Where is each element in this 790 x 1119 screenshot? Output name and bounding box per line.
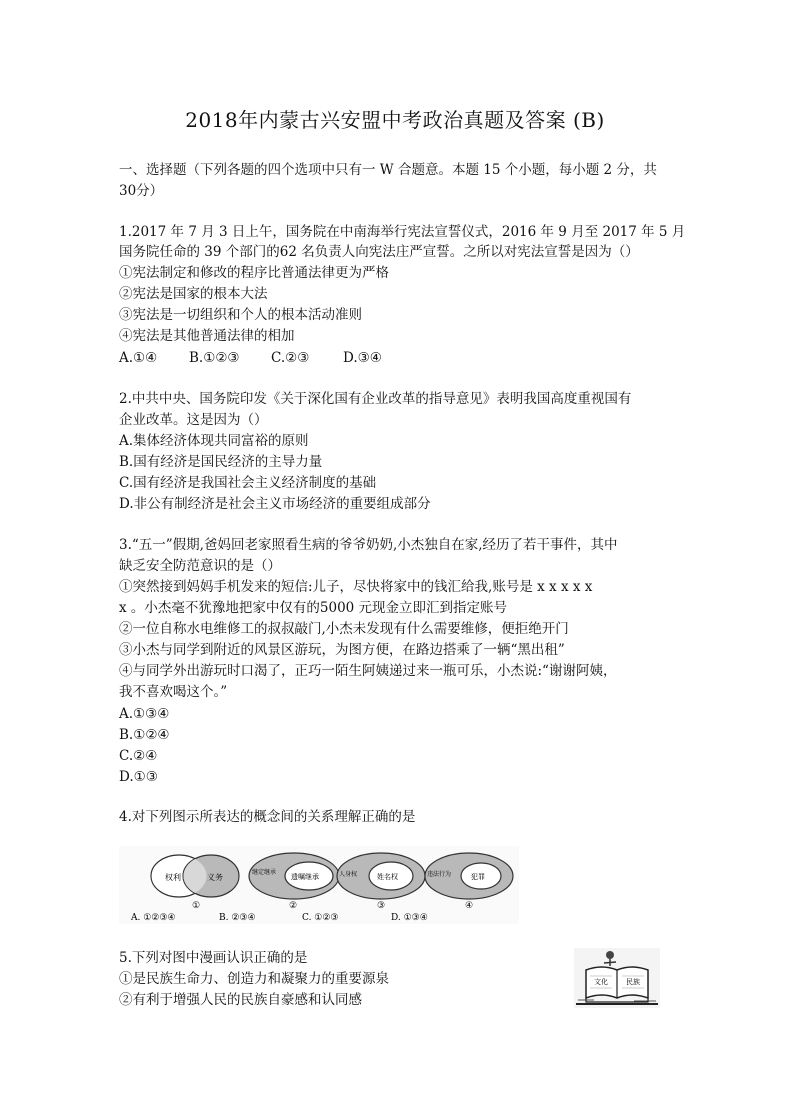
section-instructions-line2: 30分） (119, 183, 164, 199)
culture-book-cartoon (574, 948, 660, 1008)
q1-option-a: A.①④ (119, 350, 158, 366)
q5-stem: 5.下列对图中漫画认识正确的是 (119, 950, 308, 966)
q3-item: 我不喜欢喝这个。” (119, 684, 228, 700)
q3-stem-line1: 3.“五一”假期,爸妈回老家照看生病的爷爷奶奶,小杰独自在家,经历了若干事件，其中 (119, 537, 618, 553)
q3-item: ①突然接到妈妈手机发来的短信:儿子，尽快将家中的钱汇给我,账号是 x x x x x (119, 579, 593, 595)
q4-option-a: A. ①②③④ (131, 913, 176, 923)
figure-2-inner-label: 遗嘱继承 (291, 873, 319, 881)
q2-option: C.国有经济是我国社会主义经济制度的基础 (119, 475, 377, 491)
q1-options (119, 348, 382, 368)
q3-item: ④与同学外出游玩时口渴了，正巧一陌生阿姨递过来一瓶可乐，小杰说:“谢谢阿姨， (119, 663, 617, 679)
q1-item: ③宪法是一切组织和个人的根本活动准则 (119, 307, 362, 323)
q4-option-d: D. ①③④ (391, 913, 428, 923)
q3-option: A.①③④ (119, 706, 170, 722)
figure-4-inner-label: 犯罪 (471, 873, 485, 881)
q3-item: ③小杰与同学到附近的风景区游玩，为图方便，在路边搭乘了一辆“黑出租” (119, 642, 565, 658)
figure-1-left-label: 权利 (165, 873, 181, 882)
q5-item: ②有利于增强人民的民族自豪感和认同感 (119, 992, 362, 1008)
q1-stem-line1: 1.2017 年 7 月 3 日上午，国务院在中南海举行宪法宣誓仪式，2016 年 9 月至 2017 年 5 月 (119, 224, 686, 240)
q1-item: ①宪法制定和修改的程序比普通法律更为严格 (119, 265, 389, 281)
figure-4-outer-label: 违法行为 (427, 871, 452, 878)
section-instructions-line1: 一、选择题（下列各题的四个选项中只有一 W 合题意。本题 15 个小题，每小题 2 分，共 (119, 162, 657, 178)
figure-2-outer-label: 继定继承 (252, 869, 277, 876)
q2-option: B.国有经济是国民经济的主导力量 (119, 454, 323, 470)
cartoon-right-label: 民族 (626, 978, 640, 986)
q3-option: D.①③ (119, 769, 158, 785)
q1-option-b: B.①②③ (189, 350, 240, 366)
q3-item: ②一位自称水电维修工的叔叔敲门,小杰未发现有什么需要维修，便拒绝开门 (119, 621, 569, 637)
cartoon-left-label: 文化 (594, 978, 608, 986)
q3-option: C.②④ (119, 748, 158, 764)
figure-1-number: ① (192, 901, 201, 911)
q2-stem-line1: 2.中共中央、国务院印发《关于深化国有企业改革的指导意见》表明我国高度重视国有 (119, 391, 632, 407)
q5-item: ①是民族生命力、创造力和凝聚力的重要源泉 (119, 971, 389, 987)
figure-1-right-label: 义务 (207, 873, 223, 882)
q1-stem-line2: 国务院任命的 39 个部门的62 名负责人向宪法庄严宣誓。之所以对宪法宣誓是因为（） (119, 244, 639, 260)
q4-option-b: B. ②③④ (219, 913, 256, 923)
q4-stem: 4.对下列图示所表达的概念间的关系理解正确的是 (119, 809, 416, 825)
document-title: 2018年内蒙古兴安盟中考政治真题及答案 (B) (185, 108, 605, 132)
figure-3-number: ③ (377, 901, 386, 911)
figure-4-number: ④ (465, 901, 474, 911)
concept-relationship-diagram (119, 846, 519, 924)
q2-option: A.集体经济体现共同富裕的原则 (119, 433, 309, 449)
figure-2-number: ② (289, 901, 298, 911)
q2-option: D.非公有制经济是社会主义市场经济的重要组成部分 (119, 496, 431, 512)
q3-stem-line2: 缺乏安全防范意识的是（） (119, 558, 281, 574)
figure-3-outer-label: 人身权 (339, 871, 358, 878)
q1-item: ④宪法是其他普通法律的相加 (119, 328, 295, 344)
q3-option: B.①②④ (119, 727, 170, 743)
q3-item: x 。小杰毫不犹豫地把家中仅有的5000 元现金立即汇到指定账号 (119, 600, 508, 616)
q1-option-c: C.②③ (271, 350, 310, 366)
figure-3-inner-label: 姓名权 (377, 873, 398, 881)
q2-stem-line2: 企业改革。这是因为（） (119, 412, 268, 428)
q4-option-c: C. ①②③ (302, 913, 339, 923)
q1-item: ②宪法是国家的根本大法 (119, 286, 268, 302)
q1-option-d: D.③④ (343, 350, 382, 366)
